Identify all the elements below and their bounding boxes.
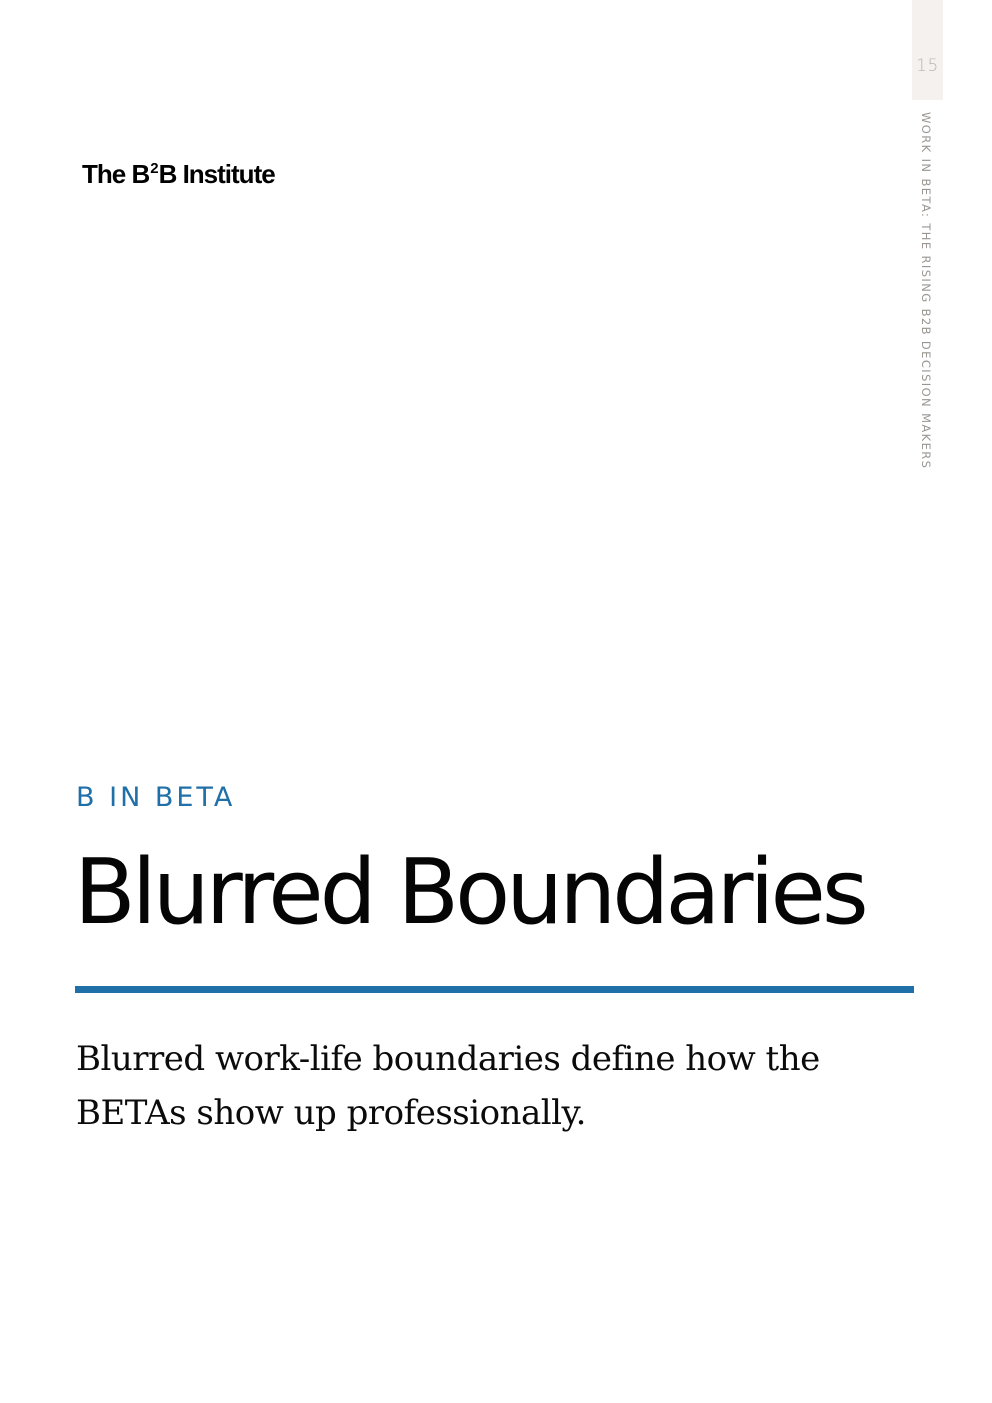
page-number: 15 xyxy=(916,56,939,76)
brand-logo-superscript: 2 xyxy=(150,160,158,177)
brand-logo-suffix: B Institute xyxy=(158,159,275,189)
title-divider xyxy=(75,986,914,993)
running-title: WORK IN BETA: THE RISING B2B DECISION MAKERS xyxy=(919,112,933,470)
page-title: Blurred Boundaries xyxy=(74,840,865,945)
intro-paragraph: Blurred work-life boundaries define how the BETAs show up professionally. xyxy=(76,1039,820,1133)
brand-logo xyxy=(82,159,275,190)
brand-logo-prefix: The B xyxy=(82,159,150,189)
page-tab xyxy=(912,0,943,100)
section-label: B IN BETA xyxy=(76,782,236,813)
